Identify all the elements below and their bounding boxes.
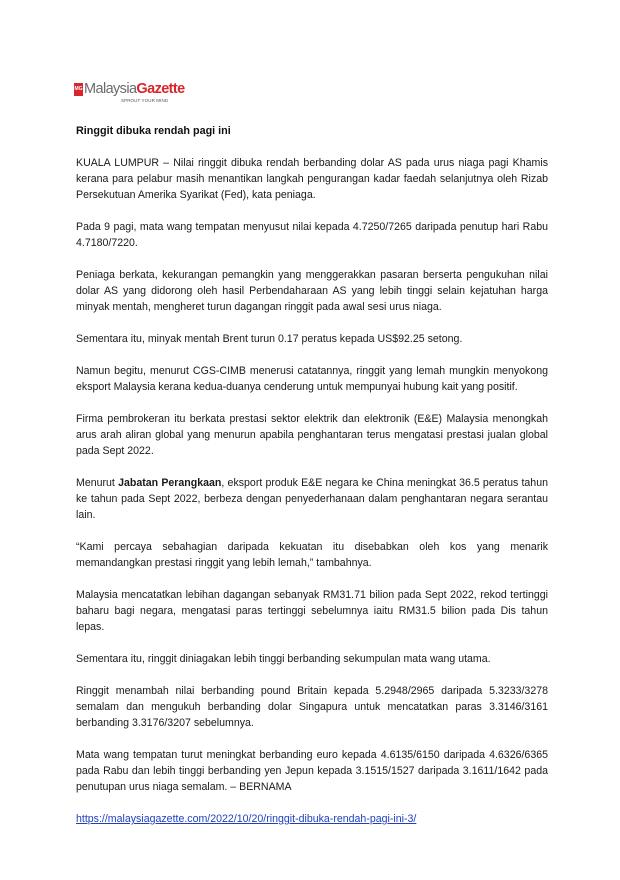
logo-wordmark — [84, 81, 185, 98]
paragraph-7-suffix: , eksport produk E&E negara ke China meningkat 36.5 peratus tahun ke tahun pada Sept 2022, berbeza dengan penyederhanaan dalam penghantaran negara serantau lain. — [76, 477, 548, 521]
logo-badge-icon: MG — [74, 83, 83, 96]
paragraph-1: KUALA LUMPUR – Nilai ringgit dibuka rendah berbanding dolar AS pada urus niaga pagi Khamis kerana para pelabur masih menantikan langkah pengurangan kadar faedah selanjutnya oleh Rizab Persekutuan Amerika Syarikat (Fed), kata peniaga. — [76, 157, 548, 201]
paragraph-12: Mata wang tempatan turut meningkat berbanding euro kepada 4.6135/6150 daripada 4.6326/6365 pada Rabu dan lebih tinggi berbanding yen Jepun kepada 3.1515/1527 daripada 3.1611/1642 pada penutupan urus niaga semalam. – BERNAMA — [76, 749, 548, 793]
paragraph-4: Sementara itu, minyak mentah Brent turun 0.17 peratus kepada US$92.25 setong. — [76, 333, 463, 345]
paragraph-7-prefix: Menurut — [76, 477, 119, 489]
paragraph-7 — [76, 475, 548, 523]
paragraph-9: Malaysia mencatatkan lebihan dagangan sebanyak RM31.71 bilion pada Sept 2022, rekod tertinggi baharu bagi negara, mengatasi paras tertinggi sebelumnya iaitu RM31.5 bilion pada Dis tahun lepas. — [76, 589, 548, 633]
paragraph-2: Pada 9 pagi, mata wang tempatan menyusut nilai kepada 4.7250/7265 daripada penutup hari Rabu 4.7180/7220. — [76, 221, 548, 249]
paragraph-5: Namun begitu, menurut CGS-CIMB menerusi catatannya, ringgit yang lemah mungkin menyokong eksport Malaysia kerana kedua-duanya cenderung untuk mempunyai hubung kait yang positif. — [76, 365, 548, 393]
paragraph-11: Ringgit menambah nilai berbanding pound Britain kepada 5.2948/2965 daripada 5.3233/3278 semalam dan mengukuh berbanding dolar Singapura untuk mencatatkan paras 3.3146/3161 berbanding 3.3176/3207 sebelumnya. — [76, 685, 548, 729]
paragraph-6: Firma pembrokeran itu berkata prestasi sektor elektrik dan elektronik (E&E) Malaysia menongkah arus arah aliran global yang menurun apabila penghantaran terus mengatasi prestasi jualan global pada Sept 2022. — [76, 413, 548, 457]
paragraph-10: Sementara itu, ringgit diniagakan lebih tinggi berbanding sekumpulan mata wang utama. — [76, 653, 491, 665]
logo-name-gazette: Gazette — [136, 81, 185, 97]
article-title: Ringgit dibuka rendah pagi ini — [76, 125, 231, 137]
jabatan-perangkaan-bold: Jabatan Perangkaan — [118, 477, 222, 489]
paragraph-8: “Kami percaya sebahagian daripada kekuatan itu disebabkan oleh kos yang menarik memandangkan prestasi ringgit yang lebih lemah,” tambahnya. — [76, 541, 548, 569]
paragraph-3: Peniaga berkata, kekurangan pemangkin yang menggerakkan pasaran berserta pengukuhan nilai dolar AS yang didorong oleh hasil Perbendaharaan AS yang lebih tinggi selain kejatuhan harga minyak mentah, mengheret turun dagangan ringgit pada awal sesi urus niaga. — [76, 269, 548, 313]
source-link[interactable]: https://malaysiagazette.com/2022/10/20/ringgit-dibuka-rendah-pagi-ini-3/ — [76, 813, 417, 825]
article-body — [76, 123, 548, 843]
logo-name-malaysia: Malaysia — [84, 81, 137, 97]
logo-tagline: SPROUT YOUR MIND — [121, 98, 169, 103]
source-link-paragraph — [76, 811, 548, 827]
